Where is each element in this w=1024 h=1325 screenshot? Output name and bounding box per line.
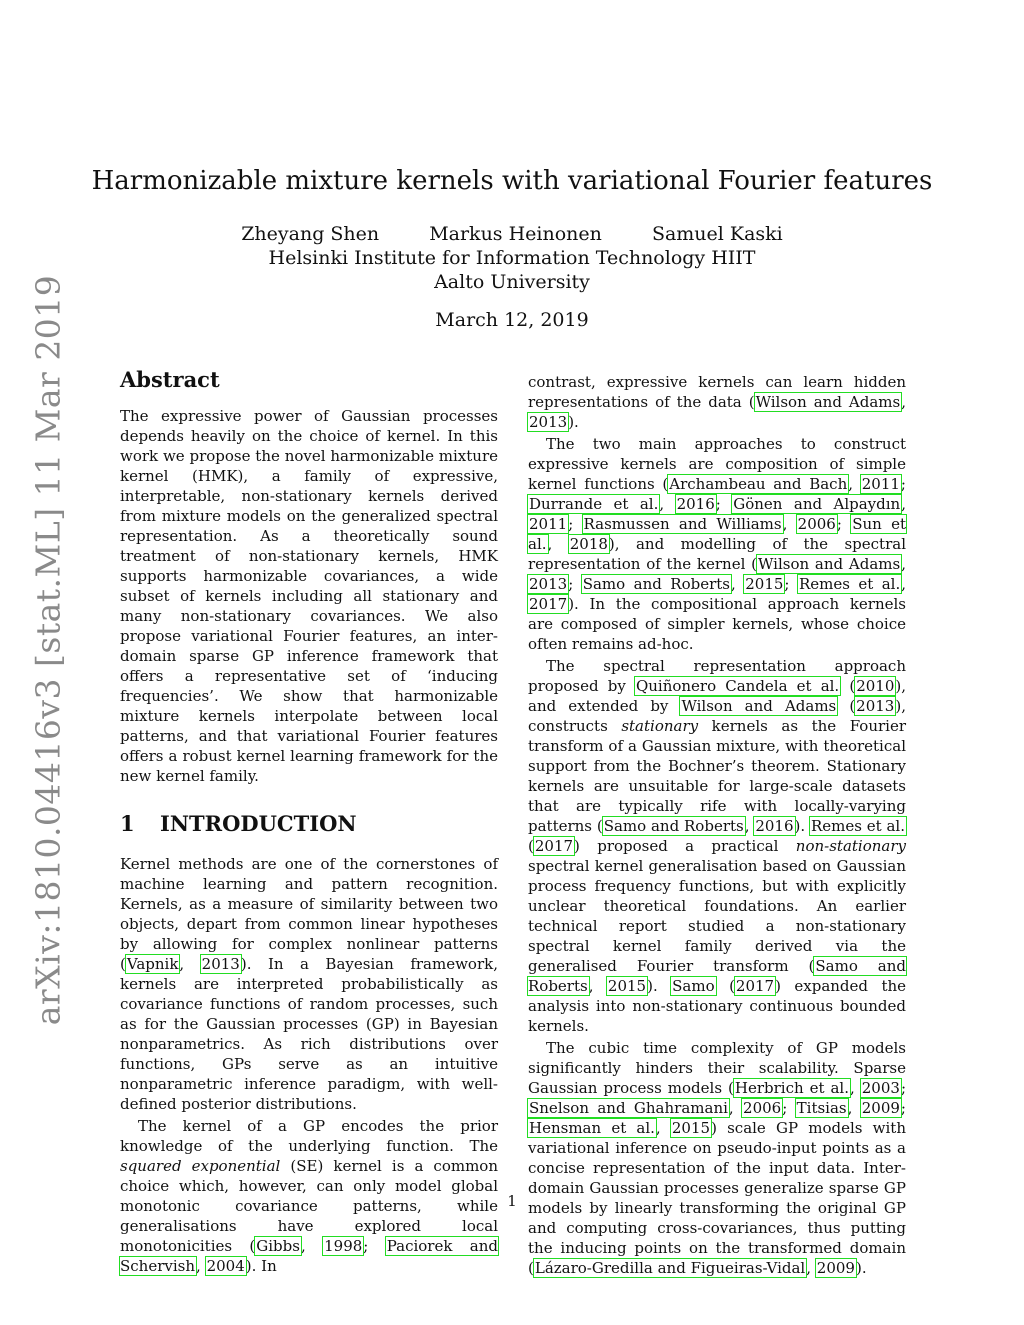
citation-link[interactable]: 2015 [671,1119,711,1137]
citation-link[interactable]: Sun et al. [528,515,906,553]
citation-link[interactable]: 2011 [861,475,900,493]
intro-paragraph: Kernel methods are one of the cornerstones of machine learning and pattern recognition. Kernels, as a measure of similarity between two objects, depart from common linear hypotheses by allowing for complex nonlinear patterns (Vapnik, 2013). In a Bayesian framework, kernels are interpreted probabilistically as covariance functions of random processes, such as for the Gaussian processes (GP) in Bayesian nonparametrics. As rich distributions over functions, GPs serve as an intuitive nonparametric inference paradigm, with well-defined posterior distributions. [120,855,498,1113]
citation-link[interactable]: 2016 [755,817,794,835]
intro-paragraph: contrast, expressive kernels can learn hidden representations of the data (Wilson and Adams, 2013). [528,373,906,431]
citation-link[interactable]: Samo and Roberts [603,817,744,835]
citation-link[interactable]: 2009 [816,1259,855,1277]
intro-paragraph: The kernel of a GP encodes the prior knowledge of the underlying function. The squared exponential (SE) kernel is a common choice which, however, can only model global monotonic covariance patterns, while generalisations have explored local monotonicities (Gibbs, 1998; Paciorek and Schervish, 2004). In [120,1117,499,1275]
citation-link[interactable]: Lázaro-Gredilla and Figueiras-Vidal [534,1259,806,1277]
abstract-text: The expressive power of Gaussian processes depends heavily on the choice of kernel. In this work we propose the novel harmonizable mixture kernel (HMK), a family of expressive, interpretable, non-stationary kernels derived from mixture models on the generalized spectral representation. As a theoretically sound treatment of non-stationary kernels, HMK supports harmonizable covariances, a wide subset of kernels including all stationary and many non-stationary covariances. We also propose variational Fourier features, an inter-domain sparse GP inference framework that offers a representative set of ‘inducing frequencies’. We show that harmonizable mixture kernels interpolate between local patterns, and that variational Fourier features offers a robust kernel learning framework for the new kernel family. [120,407,498,785]
citation-link[interactable]: 2017 [529,595,568,613]
citation-link[interactable]: Samo and Roberts [582,575,730,593]
university: Aalto University [434,271,590,293]
paper-date: March 12, 2019 [435,309,589,331]
author-names [0,222,1024,246]
citation-link[interactable]: 2013 [856,697,895,715]
citation-link[interactable]: 2015 [607,977,647,995]
abstract-heading: Abstract [120,367,220,392]
author-name: Markus Heinonen [429,223,602,245]
citation-link[interactable]: Gönen and Alpaydın [733,495,901,513]
left-column [120,366,498,1276]
citation-link[interactable]: Titsias [796,1099,847,1117]
citation-link[interactable]: 2010 [856,677,895,695]
citation-link[interactable]: 2013 [529,413,568,431]
citation-link[interactable]: 1998 [324,1237,363,1255]
citation-link[interactable]: 2006 [797,515,836,533]
right-column [528,372,906,1278]
citation-link[interactable]: Hensman et al. [529,1119,655,1137]
citation-link[interactable]: Vapnik [126,955,179,973]
citation-link[interactable]: 2006 [743,1099,782,1117]
citation-link[interactable]: Wilson and Adams [681,697,837,715]
citation-link[interactable]: 2017 [735,977,775,995]
citation-link[interactable]: Paciorek and Schervish [120,1237,499,1275]
author-block [0,222,1024,294]
author-name: Zheyang Shen [241,223,380,245]
citation-link[interactable]: Remes et al. [798,575,901,593]
citation-link[interactable]: Durrande et al. [529,495,659,513]
citation-link[interactable]: Archambeau and Bach [669,475,848,493]
section-title: INTRODUCTION [160,811,357,836]
intro-paragraph: The cubic time complexity of GP models significantly hinders their scalability. Sparse Gaussian process models (Herbrich et al., 2003; Snelson and Ghahramani, 2006; Titsias, 2009; Hensman et al., 2015) scale GP models with variational inference on pseudo-input points as a concise representation of the input data. Inter-domain Gaussian processes generalize sparse GP models by linearly transforming the original GP and computing cross-covariances, thus putting the inducing points on the transformed domain (Lázaro-Gredilla and Figueiras-Vidal, 2009). [528,1039,906,1277]
arxiv-side-stamp: arXiv:1810.04416v3 [stat.ML] 11 Mar 2019 [28,274,68,1026]
citation-link[interactable]: 2013 [529,575,568,593]
paper-title: Harmonizable mixture kernels with variational Fourier features [91,166,933,196]
citation-link[interactable]: Wilson and Adams [758,555,901,573]
citation-link[interactable]: Gibbs [256,1237,300,1255]
citation-link[interactable]: 2013 [201,955,240,973]
citation-link[interactable]: 2016 [676,495,715,513]
intro-paragraph: The two main approaches to construct expressive kernels are composition of simple kernel functions (Archambeau and Bach, 2011; Durrande et al., 2016; Gönen and Alpaydın, 2011; Rasmussen and Williams, 2006; Sun et al., 2018), and modelling of the spectral representation of the kernel (Wilson and Adams, 2013; Samo and Roberts, 2015; Remes et al., 2017). In the compositional approach kernels are composed of simpler kernels, whose choice often remains ad-hoc. [528,435,907,653]
citation-link[interactable]: Samo [672,977,715,995]
author-name: Samuel Kaski [651,223,783,245]
citation-link[interactable]: Snelson and Ghahramani [529,1099,728,1117]
section-number: 1 [120,811,135,836]
citation-link[interactable]: Samo and Roberts [528,957,907,995]
citation-link[interactable]: Herbrich et al. [734,1079,849,1097]
citation-link[interactable]: Quiñonero Candela et al. [635,677,840,695]
citation-link[interactable]: 2009 [861,1099,900,1117]
citation-link[interactable]: Wilson and Adams [755,393,901,411]
page-number: 1 [507,1192,517,1210]
citation-link[interactable]: Rasmussen and Williams [583,515,782,533]
citation-link[interactable]: 2018 [569,535,608,553]
citation-link[interactable]: Remes et al. [810,817,905,835]
citation-link[interactable]: 2003 [861,1079,900,1097]
citation-link[interactable]: 2004 [206,1257,245,1275]
citation-link[interactable]: 2017 [534,837,574,855]
affiliation: Helsinki Institute for Information Technology HIIT [268,247,756,269]
citation-link[interactable]: 2011 [529,515,568,533]
intro-paragraph: The spectral representation approach proposed by Quiñonero Candela et al. (2010), and extended by Wilson and Adams (2013), constructs stationary kernels as the Fourier transform of a Gaussian mixture, with theoretical support from the Bochner’s theorem. Stationary kernels are unsuitable for large-scale datasets that are typically rife with locally-varying patterns (Samo and Roberts, 2016). Remes et al. (2017) proposed a practical non-stationary spectral kernel generalisation based on Gaussian process frequency functions, but with explicitly unclear theoretical foundations. An earlier technical report studied a non-stationary spectral kernel family derived via the generalised Fourier transform (Samo and Roberts, 2015). Samo (2017) expanded the analysis into non-stationary continuous bounded kernels. [528,657,907,1035]
citation-link[interactable]: 2015 [745,575,784,593]
section-heading [120,810,498,838]
